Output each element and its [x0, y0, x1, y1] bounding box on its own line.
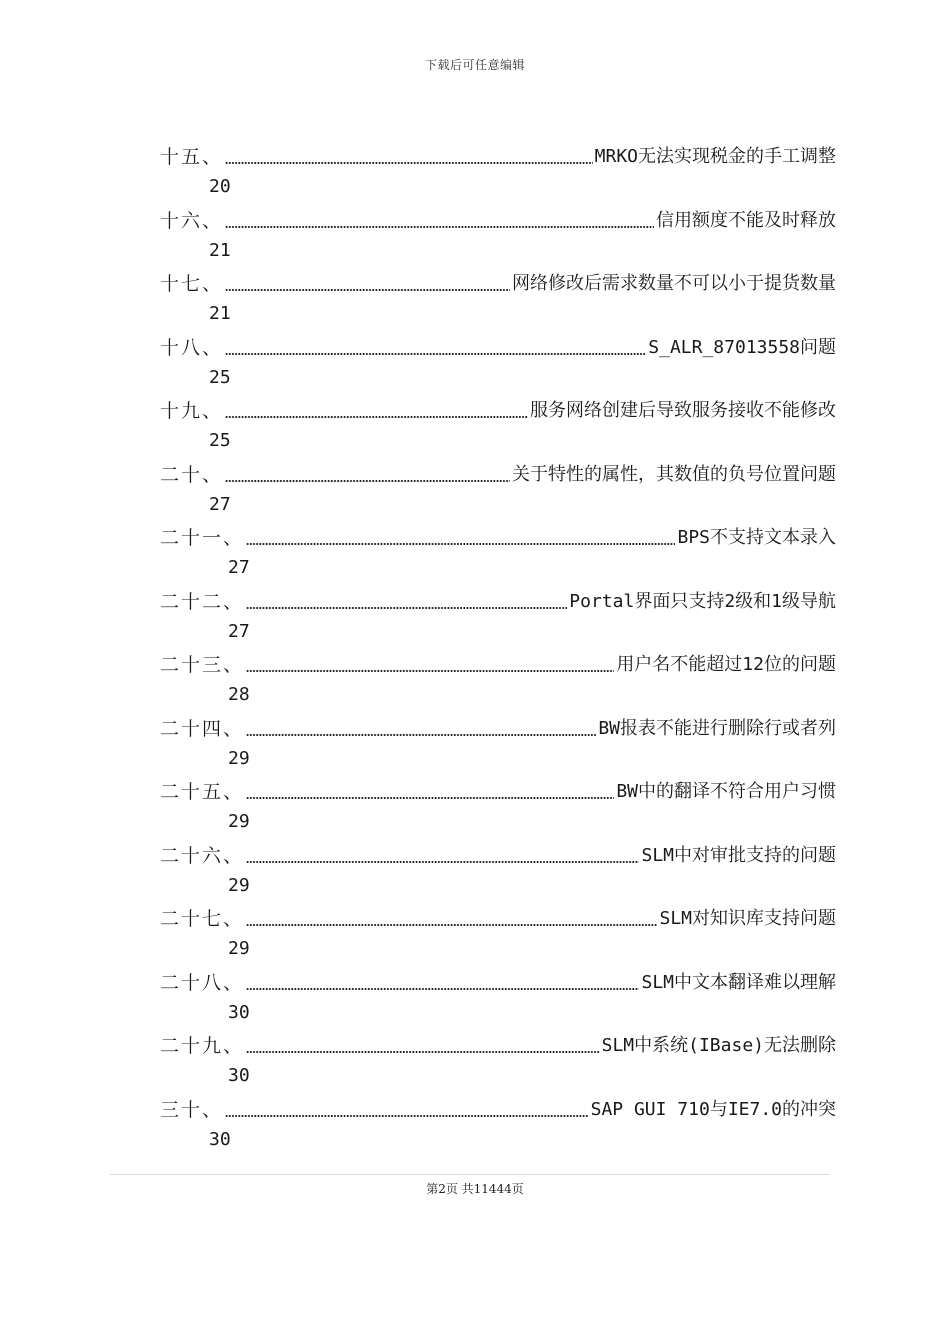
toc-entry[interactable] — [160, 458, 836, 522]
toc-entry-page: 28 — [228, 684, 250, 705]
toc-entry[interactable] — [160, 775, 836, 839]
toc-leader-dots — [225, 1115, 589, 1117]
toc-entry-title: SLM对知识库支持问题 — [659, 908, 836, 929]
toc-entry-page: 21 — [209, 303, 231, 324]
table-of-contents — [160, 140, 836, 1156]
toc-leader-dots — [225, 289, 510, 291]
toc-entry-number: 二十一、 — [160, 527, 245, 549]
toc-entry[interactable] — [160, 902, 836, 966]
toc-entry-page: 27 — [228, 557, 250, 578]
toc-leader-dots — [246, 924, 657, 926]
toc-entry[interactable] — [160, 712, 836, 776]
toc-entry-number: 二十八、 — [160, 971, 245, 994]
toc-entry-title: 关于特性的属性，其数值的负号位置问题 — [512, 463, 836, 485]
toc-entry[interactable] — [160, 521, 836, 585]
toc-leader-dots — [246, 861, 639, 863]
toc-entry-number: 十七、 — [160, 273, 224, 295]
toc-leader-dots — [246, 607, 567, 609]
toc-entry-page: 25 — [209, 366, 231, 388]
toc-entry-title: SAP GUI 710与IE7.0的冲突 — [590, 1098, 836, 1120]
toc-entry[interactable] — [160, 839, 836, 903]
toc-entry[interactable] — [160, 1029, 836, 1093]
toc-entry-title: SLM中系统(IBase)无法删除 — [601, 1035, 836, 1056]
toc-entry-page: 30 — [209, 1128, 231, 1150]
toc-entry[interactable] — [160, 140, 836, 204]
toc-entry-page: 27 — [209, 493, 231, 515]
toc-entry-page: 29 — [228, 874, 250, 896]
toc-entry-title: S_ALR_87013558问题 — [648, 336, 836, 358]
toc-leader-dots — [225, 353, 646, 355]
toc-leader-dots — [246, 670, 614, 672]
toc-entry-page: 30 — [228, 1065, 250, 1086]
toc-entry-title: 服务网络创建后导致服务接收不能修改 — [530, 400, 836, 421]
toc-entry-page: 20 — [209, 176, 231, 197]
toc-entry-page: 29 — [228, 811, 250, 832]
toc-leader-dots — [246, 734, 596, 736]
toc-entry-title: 信用额度不能及时释放 — [656, 209, 836, 231]
toc-entry-page: 30 — [228, 1001, 250, 1023]
toc-entry-number: 二十二、 — [160, 590, 245, 613]
toc-leader-dots — [225, 162, 593, 164]
toc-entry-title: MRKO无法实现税金的手工调整 — [594, 146, 836, 167]
toc-leader-dots — [246, 988, 639, 990]
toc-leader-dots — [246, 797, 614, 799]
toc-entry[interactable] — [160, 204, 836, 268]
toc-entry-title: BW报表不能进行删除行或者列 — [598, 717, 836, 739]
toc-entry[interactable] — [160, 394, 836, 458]
toc-entry-page: 29 — [228, 747, 250, 769]
toc-entry-number: 三十、 — [160, 1098, 224, 1121]
toc-entry-page: 27 — [228, 620, 250, 642]
page-footer: 第2页 共11444页 — [426, 1182, 524, 1196]
toc-entry[interactable] — [160, 267, 836, 331]
toc-entry-title: Portal界面只支持2级和1级导航 — [569, 590, 836, 612]
toc-entry-number: 二十四、 — [160, 717, 245, 740]
toc-entry-number: 十六、 — [160, 209, 224, 232]
toc-leader-dots — [246, 1051, 600, 1053]
toc-entry[interactable] — [160, 585, 836, 649]
toc-entry-title: 用户名不能超过12位的问题 — [616, 654, 836, 675]
toc-entry[interactable] — [160, 966, 836, 1030]
toc-entry-number: 二十五、 — [160, 781, 245, 803]
toc-entry-number: 十九、 — [160, 400, 224, 422]
toc-leader-dots — [225, 480, 510, 482]
toc-entry-number: 二十三、 — [160, 654, 245, 676]
toc-entry-page: 25 — [209, 430, 231, 451]
toc-entry-title: BW中的翻译不符合用户习惯 — [616, 781, 836, 802]
toc-leader-dots — [246, 543, 675, 545]
toc-entry-page: 21 — [209, 239, 231, 261]
toc-entry-number: 十五、 — [160, 146, 224, 168]
toc-entry[interactable] — [160, 331, 836, 395]
toc-entry-title: SLM中文本翻译难以理解 — [641, 971, 836, 993]
toc-entry-page: 29 — [228, 938, 250, 959]
toc-entry-number: 十八、 — [160, 336, 224, 359]
toc-entry-title: SLM中对审批支持的问题 — [641, 844, 836, 866]
toc-entry-number: 二十七、 — [160, 908, 245, 930]
toc-leader-dots — [225, 416, 528, 418]
toc-leader-dots — [225, 226, 654, 228]
toc-entry-number: 二十、 — [160, 463, 224, 486]
toc-entry-title: 网络修改后需求数量不可以小于提货数量 — [512, 273, 836, 294]
toc-entry[interactable] — [160, 648, 836, 712]
page-header: 下载后可任意编辑 — [424, 58, 525, 72]
toc-entry-title: BPS不支持文本录入 — [677, 527, 836, 548]
toc-entry-number: 二十九、 — [160, 1035, 245, 1057]
toc-entry[interactable] — [160, 1093, 836, 1157]
toc-entry-number: 二十六、 — [160, 844, 245, 867]
footer-divider — [110, 1174, 830, 1175]
